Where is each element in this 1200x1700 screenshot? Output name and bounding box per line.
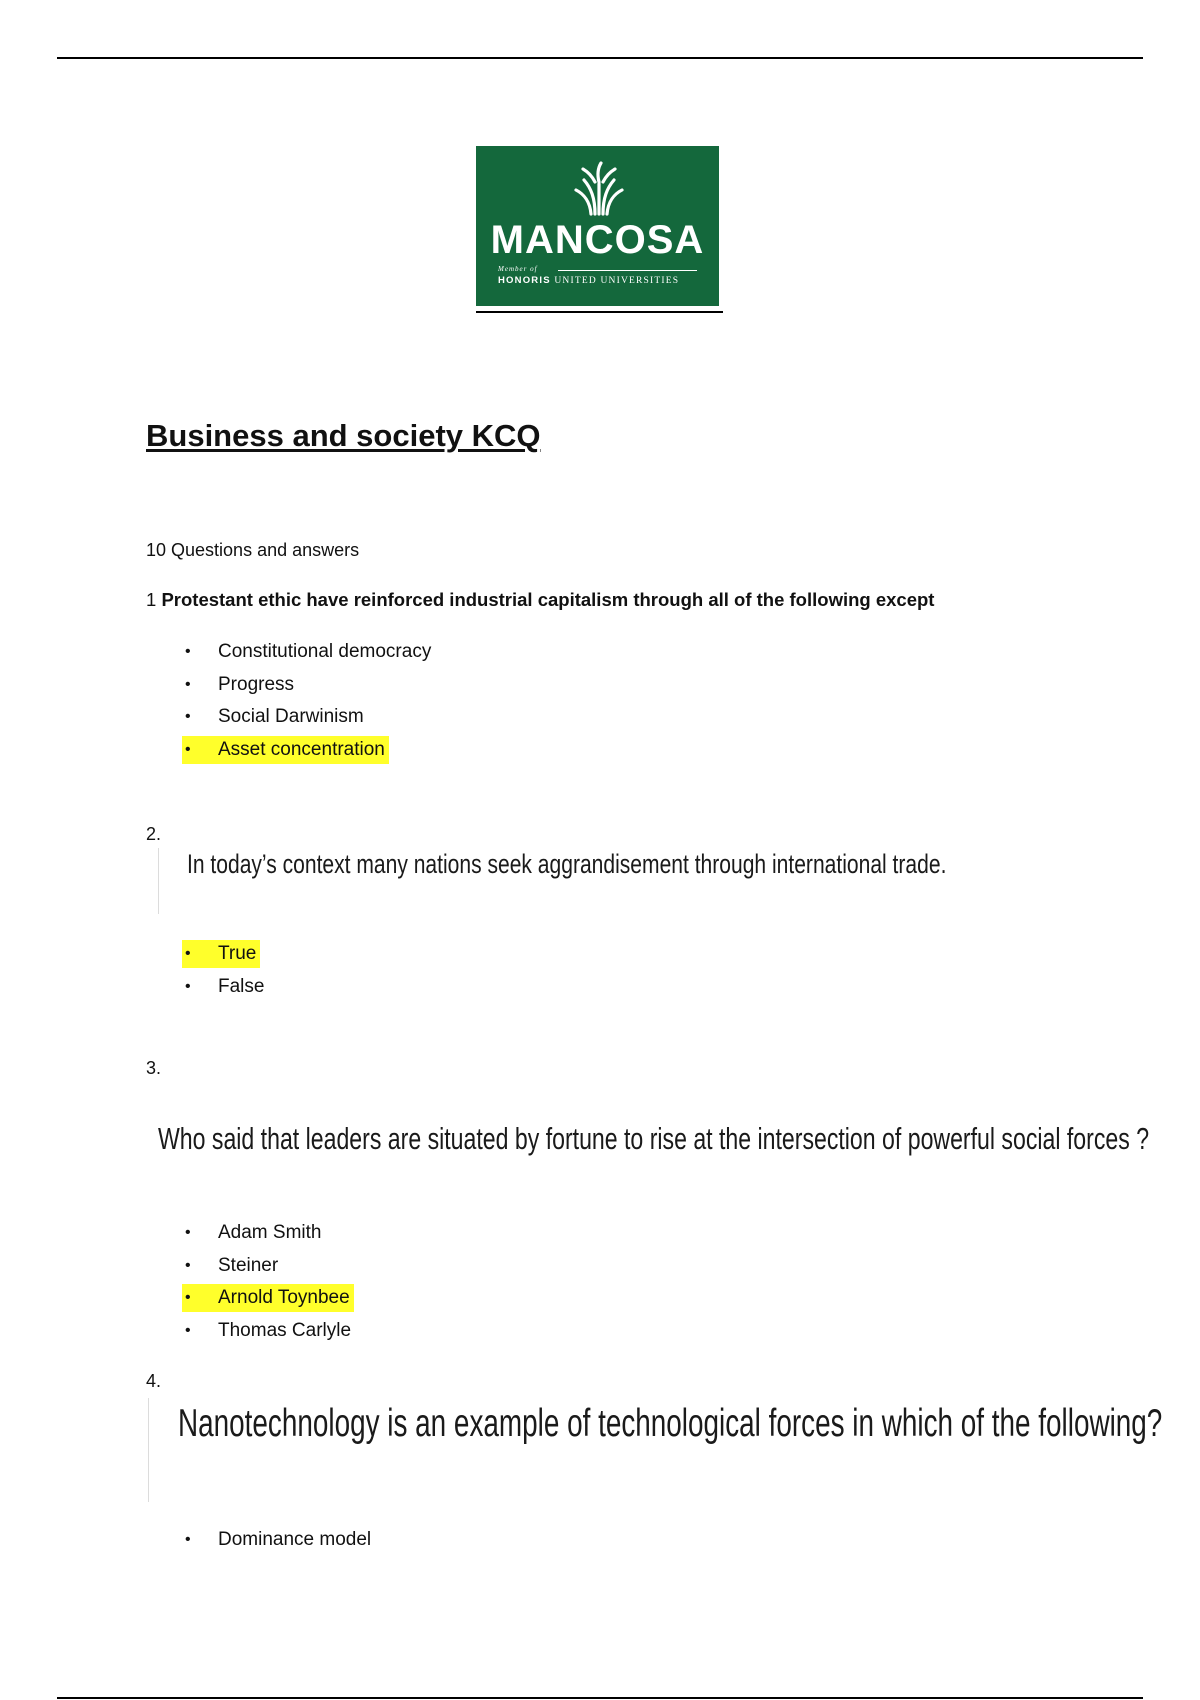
logo-underline: [476, 311, 723, 313]
option-label: True: [218, 943, 257, 964]
option-label: Constitutional democracy: [218, 641, 432, 662]
logo-network-rest: UNITED UNIVERSITIES: [554, 276, 680, 286]
bullet-icon: •: [185, 977, 191, 995]
logo-divider: [558, 270, 697, 271]
question-3-number: 3.: [146, 1058, 162, 1078]
question-4-number: 4.: [146, 1371, 162, 1391]
option-label: Dominance model: [218, 1529, 372, 1550]
mancosa-logo: [476, 146, 719, 306]
option-label: Steiner: [218, 1254, 279, 1276]
question-4-image-edge: [148, 1398, 149, 1502]
bullet-icon: •: [185, 675, 191, 693]
option-label: False: [218, 975, 265, 997]
option-label: Adam Smith: [218, 1222, 322, 1243]
top-rule: [57, 57, 1143, 59]
logo-network-bold: HONORIS: [498, 275, 551, 286]
logo-wordmark: MANCOSA: [490, 218, 705, 262]
bullet-icon: •: [185, 643, 191, 660]
option-label: Thomas Carlyle: [218, 1319, 352, 1341]
bullet-icon: •: [185, 1224, 191, 1241]
question-2-number: 2.: [146, 824, 162, 844]
question-2-text: In today’s context many nations seek aggrandisement through international trade.: [187, 849, 947, 879]
bullet-icon: •: [185, 1531, 191, 1548]
logo-member-of: Member of: [498, 265, 538, 273]
bullet-icon: •: [185, 1321, 191, 1339]
option-label: Progress: [218, 673, 295, 695]
palm-leaf-icon: [571, 160, 627, 216]
bottom-rule: [57, 1697, 1143, 1699]
option-label: Arnold Toynbee: [218, 1287, 350, 1308]
question-3-text: Who said that leaders are situated by fortune to rise at the intersection of powerful social forces ?: [158, 1121, 1150, 1156]
question-1-number: 1: [146, 589, 157, 610]
logo-network: [498, 275, 701, 287]
question-1-text: [146, 588, 934, 612]
question-1-prompt: Protestant ethic have reinforced industrial capitalism through all of the following except: [161, 589, 935, 610]
option-label: Asset concentration: [218, 738, 385, 760]
bullet-icon: •: [185, 945, 191, 962]
option-label: Social Darwinism: [218, 706, 364, 727]
question-4-text: Nanotechnology is an example of technological forces in which of the following?: [178, 1402, 1163, 1445]
bullet-icon: •: [185, 740, 191, 758]
bullet-icon: •: [185, 708, 191, 725]
page-title: Business and society KCQ: [146, 418, 541, 453]
bullet-icon: •: [185, 1256, 191, 1274]
bullet-icon: •: [185, 1289, 191, 1306]
page-subtitle: 10 Questions and answers: [146, 540, 360, 560]
question-2-image-edge: [158, 848, 159, 914]
